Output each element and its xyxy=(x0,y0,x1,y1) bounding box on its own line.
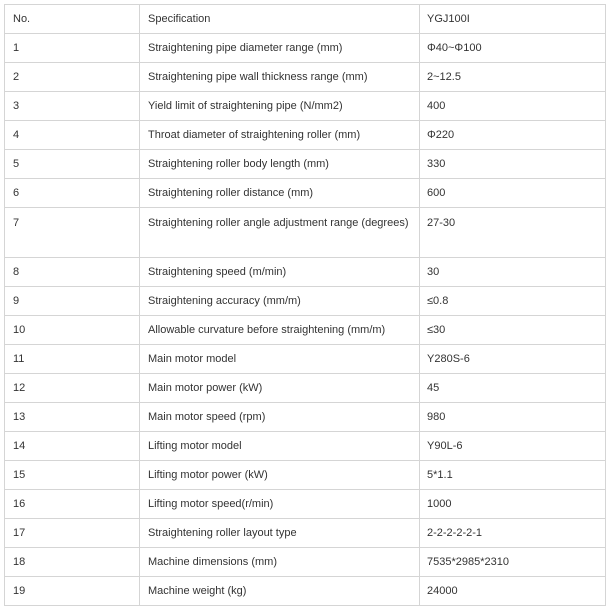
row-value: 24000 xyxy=(420,577,606,606)
row-no: 19 xyxy=(5,577,140,606)
row-value: 330 xyxy=(420,150,606,179)
table-row xyxy=(5,34,606,63)
row-value: 1000 xyxy=(420,490,606,519)
row-spec: Lifting motor speed(r/min) xyxy=(140,490,420,519)
row-value: 7535*2985*2310 xyxy=(420,548,606,577)
table-row xyxy=(5,490,606,519)
row-no: 1 xyxy=(5,34,140,63)
row-no: 3 xyxy=(5,92,140,121)
row-no: 10 xyxy=(5,316,140,345)
row-spec: Lifting motor power (kW) xyxy=(140,461,420,490)
table-row xyxy=(5,461,606,490)
header-specification: Specification xyxy=(140,5,420,34)
row-no: 16 xyxy=(5,490,140,519)
table-row xyxy=(5,92,606,121)
table-row xyxy=(5,208,606,258)
row-no: 2 xyxy=(5,63,140,92)
row-spec: Machine dimensions (mm) xyxy=(140,548,420,577)
row-spec: Straightening roller body length (mm) xyxy=(140,150,420,179)
row-value: 27-30 xyxy=(420,208,606,258)
row-spec: Straightening pipe wall thickness range (mm) xyxy=(140,63,420,92)
row-value: Φ220 xyxy=(420,121,606,150)
row-no: 4 xyxy=(5,121,140,150)
table-header-row xyxy=(5,5,606,34)
row-spec: Yield limit of straightening pipe (N/mm2) xyxy=(140,92,420,121)
row-spec: Straightening accuracy (mm/m) xyxy=(140,287,420,316)
row-spec: Lifting motor model xyxy=(140,432,420,461)
row-spec: Main motor power (kW) xyxy=(140,374,420,403)
row-value: Y280S-6 xyxy=(420,345,606,374)
table-row xyxy=(5,258,606,287)
row-no: 7 xyxy=(5,208,140,258)
row-value: 30 xyxy=(420,258,606,287)
spec-table xyxy=(4,4,606,606)
row-no: 11 xyxy=(5,345,140,374)
row-no: 8 xyxy=(5,258,140,287)
table-row xyxy=(5,63,606,92)
row-no: 9 xyxy=(5,287,140,316)
table-row xyxy=(5,345,606,374)
row-value: 45 xyxy=(420,374,606,403)
header-model: YGJ100I xyxy=(420,5,606,34)
row-value: 2-2-2-2-2-1 xyxy=(420,519,606,548)
row-spec: Straightening roller layout type xyxy=(140,519,420,548)
row-value: ≤0.8 xyxy=(420,287,606,316)
row-value: ≤30 xyxy=(420,316,606,345)
row-no: 6 xyxy=(5,179,140,208)
table-row xyxy=(5,316,606,345)
row-value: 600 xyxy=(420,179,606,208)
row-spec: Machine weight (kg) xyxy=(140,577,420,606)
row-spec: Main motor speed (rpm) xyxy=(140,403,420,432)
table-row xyxy=(5,548,606,577)
row-value: 400 xyxy=(420,92,606,121)
table-row xyxy=(5,519,606,548)
table-row xyxy=(5,179,606,208)
table-row xyxy=(5,374,606,403)
row-no: 13 xyxy=(5,403,140,432)
table-row xyxy=(5,121,606,150)
header-no: No. xyxy=(5,5,140,34)
row-spec: Straightening speed (m/min) xyxy=(140,258,420,287)
row-spec: Throat diameter of straightening roller (mm) xyxy=(140,121,420,150)
table-row xyxy=(5,403,606,432)
row-no: 18 xyxy=(5,548,140,577)
row-spec: Main motor model xyxy=(140,345,420,374)
row-no: 12 xyxy=(5,374,140,403)
table-row xyxy=(5,287,606,316)
row-value: Φ40~Φ100 xyxy=(420,34,606,63)
table-row xyxy=(5,577,606,606)
row-no: 17 xyxy=(5,519,140,548)
row-spec: Straightening pipe diameter range (mm) xyxy=(140,34,420,63)
row-no: 14 xyxy=(5,432,140,461)
row-spec: Straightening roller distance (mm) xyxy=(140,179,420,208)
row-spec: Straightening roller angle adjustment range (degrees) xyxy=(140,208,420,258)
row-spec: Allowable curvature before straightening (mm/m) xyxy=(140,316,420,345)
table-row xyxy=(5,150,606,179)
table-row xyxy=(5,432,606,461)
row-value: 5*1.1 xyxy=(420,461,606,490)
row-value: Y90L-6 xyxy=(420,432,606,461)
row-value: 980 xyxy=(420,403,606,432)
row-no: 15 xyxy=(5,461,140,490)
row-value: 2~12.5 xyxy=(420,63,606,92)
row-no: 5 xyxy=(5,150,140,179)
